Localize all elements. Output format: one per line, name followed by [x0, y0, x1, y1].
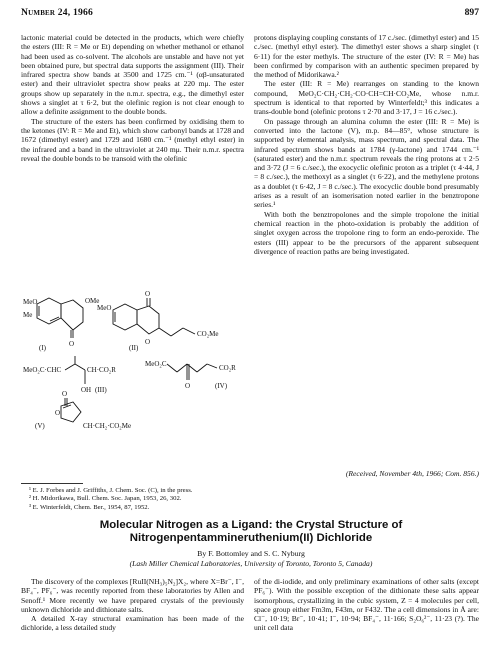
II-oxo-label: O	[145, 290, 151, 298]
II-ester-label: CO₂Me	[197, 330, 219, 338]
running-header	[21, 7, 479, 21]
label-IV: (IV)	[215, 382, 228, 390]
III-hydroxy-label: OH	[81, 386, 92, 394]
IV-oxo-label: O	[185, 382, 191, 390]
chemical-structures-figure	[21, 288, 244, 446]
references	[21, 487, 481, 512]
reference-item: ² H. Midorikawa, Bull. Chem. Soc. Japan, 1953, 26, 302.	[29, 495, 182, 503]
article-authors: By F. Bottomley and S. C. Nyburg	[197, 549, 305, 558]
title-line: Molecular Nitrogen as a Ligand: the Crystal Structure of	[99, 519, 403, 531]
paragraph: The structure of the esters has been confirmed by oxidising them to the ketones (IV: R = Me and Et), which show carbonyl bands at 1728 and 1672 (dimethyl ester) and 1729 and 1680 cm.⁻¹ (methyl ethyl ester) in the infrared and a band in the ultraviolet at 240 mμ. Their n.m.r. spectra reveal the double bonds to be transoid with the olefinic	[21, 116, 244, 163]
structure-I	[37, 298, 83, 338]
paragraph: A detailed X-ray structural examination has been made of the dichloride, a less detailed study	[21, 614, 244, 633]
II-methoxy-label: MeO	[97, 304, 112, 312]
reference-item: ¹ E. J. Forbes and J. Griffiths, J. Chem. Soc. (C), in the press.	[29, 487, 193, 494]
III-right-label: CH·CO₂R	[87, 366, 116, 374]
V-chain-label: CH·CH₂·CO₂Me	[83, 422, 132, 430]
paragraph: The ester (III: R = Me) rearranges on standing to the known compound, MeO₂C·CH₂·CH₂·CO·CH=CH·CO₂Me, whose n.m.r. spectrum is identical to that reported by Winterfeldt;³ this indicates a trans-double bond (olefinic protons τ 2·70 and 3·17, J = 16 c./sec.).	[254, 79, 479, 117]
III-left-label: MeO₂C·CHC	[23, 366, 62, 374]
label-III: (III)	[95, 386, 107, 394]
structure-III	[65, 356, 85, 384]
I-methyl-label: Me	[23, 311, 33, 319]
paragraph: protons displaying coupling constants of 17 c./sec. (dimethyl ester) and 15 c./sec. (methyl ethyl ester). The dimethyl ester shows a sharp singlet (τ 6·11) for the ester methyls. The structure of the ester (IV: R = Me) has been confirmed by comparison with an authentic specimen prepared by the method of Midorikawa.²	[254, 33, 479, 80]
reference-item: ³ E. Winterfeldt, Chem. Ber., 1954, 87, 1952.	[29, 503, 150, 511]
label-I: (I)	[39, 344, 46, 352]
IV-left-label: MeO₂C	[145, 360, 167, 368]
article-left-column	[21, 577, 244, 633]
right-column	[254, 33, 479, 256]
II-ring-oxygen-label: O	[145, 338, 151, 346]
paragraph: With both the benztropolones and the simple tropolone the initial chemical reaction in the photo-oxidation is probably the addition of singlet oxygen across the tropolone ring to form an endo-peroxide. The esters (III) appear to be the precursors of the apparent subsequent divergence of reaction paths are being investigated.	[254, 209, 479, 256]
IV-right-label: CO₂R	[219, 364, 236, 372]
received-date: (Received, November 4th, 1966; Com. 856.)	[345, 469, 479, 478]
I-oxo-label: O	[69, 340, 75, 348]
structures-svg	[21, 288, 244, 446]
structure-V	[61, 398, 81, 422]
structure-II	[113, 298, 195, 336]
V-ring-oxygen-label: O	[55, 409, 61, 417]
article-right-column	[254, 577, 479, 633]
left-column	[21, 33, 244, 163]
article-title	[21, 519, 481, 545]
paragraph: The discovery of the complexes [RuII(NH₃)₅N₂]X₂, where X=Br⁻, I⁻, BF₄⁻, PF₆⁻, was recently reported from these laboratories by Allen and Senoff.¹ More recently we have prepared crystals of the previously unknown dichloride and dithionate salts.	[21, 577, 244, 614]
journal-issue: Number 24, 1966	[21, 7, 93, 18]
page-number: 897	[464, 7, 479, 18]
paragraph: On passage through an alumina column the ester (III: R = Me) is converted into the lactone (V), m.p. 84—85°, whose structure is supported by elemental analysis, mass spectrum, and spectral data. The infrared spectrum shows bands at 1784 (γ-lactone) and 1744 cm.⁻¹ (saturated ester) and the n.m.r. spectrum reveals the ring protons at τ 2·5 and 3·72 (J = 6 c./sec.), the exocyclic olefinic proton as a triplet (τ 4·44, J = 8 c./sec.), the methoxyl as a singlet (τ 6·22), and the methylene protons as a doublet (τ 6·42, J = 8 c./sec.). The exocyclic double bond presumably arises as a result of an isomerisation noted earlier in the benztropone series.¹	[254, 116, 479, 210]
I-methoxy-label: MeO	[23, 298, 38, 306]
I-methoxy-right-label: OMe	[85, 297, 100, 305]
paragraph: lactonic material could be detected in the products, which were chiefly the esters (III: R = Me or Et) depending on whether methanol or ethanol had been used as co-solvent. The alcohols are unstable and have not yet been obtained pure, but spectral data supports the assignment (III). Their infrared spectra show bands at 3500 and 1725 cm.⁻¹ (αβ-unsaturated ester) and their ultraviolet spectra show peaks at 220 mμ. The ester groups show up separately in the n.m.r. spectra, e.g., the dimethyl ester shows a singlet at τ 6·2, but the olefinic region is not clear enough to allow a definite assignment to the double bonds.	[21, 33, 244, 117]
paragraph: of the di-iodide, and only preliminary examinations of other salts (except PF₆⁻). With the possible exception of the dithionate these salts appear isomorphous, crystallizing in the cubic system, Z = 4 molecules per cell, space group either Fm3m, F43m, or F432. The a cell dimensions in Å are: Cl⁻, 10·19; Br⁻, 10·41; I⁻, 10·94; BF₄⁻, 11·166; S₂O₆²⁻, 11·23 (?). The unit cell data	[254, 577, 479, 633]
footnote-rule	[21, 483, 83, 484]
label-II: (II)	[129, 344, 139, 352]
article-affiliation: (Lash Miller Chemical Laboratories, University of Toronto, Toronto 5, Canada)	[129, 559, 373, 568]
title-line: Nitrogenpentammineruthenium(II) Dichloride	[129, 532, 373, 544]
structure-IV	[167, 364, 217, 380]
label-V: (V)	[35, 422, 45, 430]
V-oxo-label: O	[62, 390, 68, 398]
